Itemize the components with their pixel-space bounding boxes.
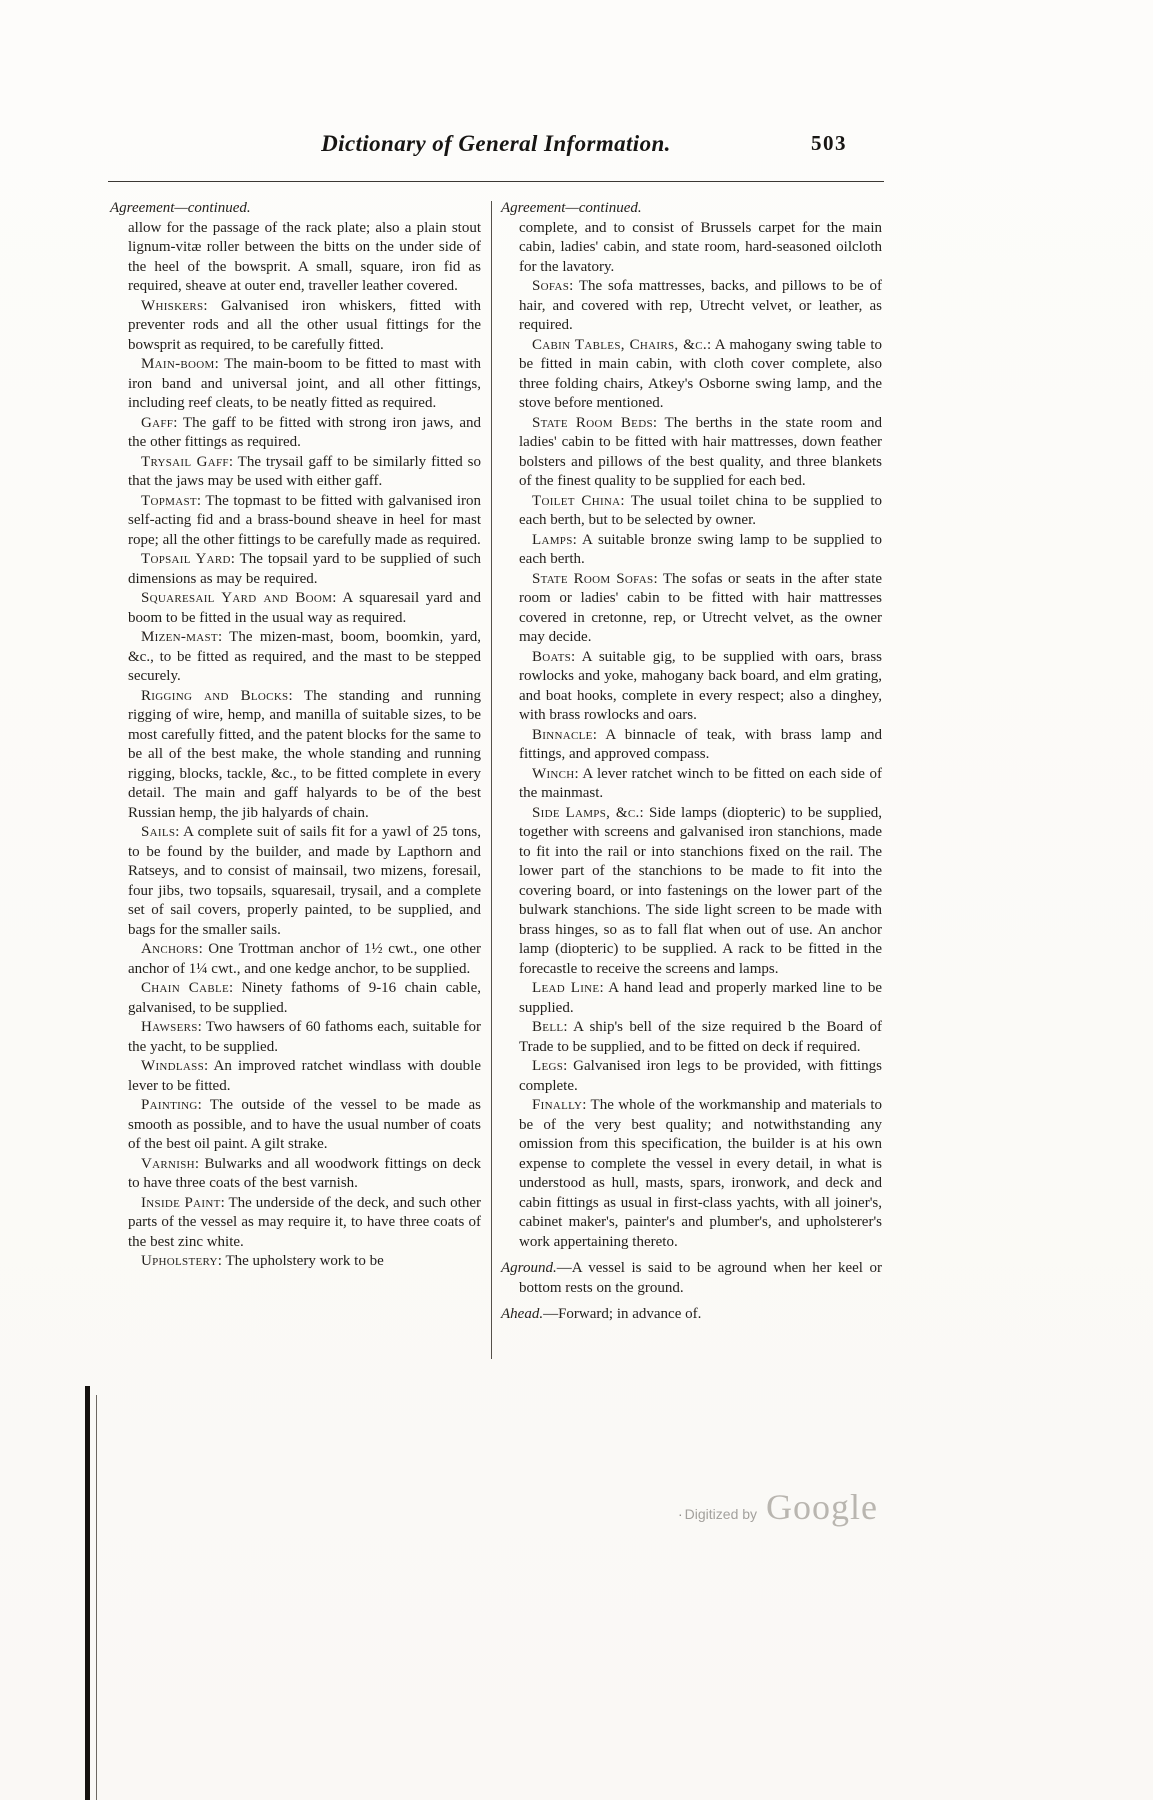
dictionary-entry bbox=[128, 1096, 481, 1155]
entry-term: Main-boom bbox=[141, 356, 215, 372]
entry-term: State Room Sofas bbox=[532, 570, 654, 587]
entry-text: : Side lamps (diopteric) to be supplied, together with screens and galvanised iron stanchions, made to fit into the rail or into stanchions fixed on the rail. The lower part of the stanchions to be made to fit into the covering board, or into fastenings on the lower part of the bulwark stanchions. The side light screen to be made with brass hinges, so as to fall flat when out of use. An anchor lamp (diopteric) to be supplied. A rack to be fitted in the forecastle to receive the screens and lamps. bbox=[519, 804, 883, 977]
dictionary-entry bbox=[519, 1018, 882, 1057]
entry-term: Cabin Tables, Chairs, &c. bbox=[532, 336, 707, 353]
dictionary-entry bbox=[519, 531, 882, 570]
continued-header: Agreement—continued. bbox=[110, 200, 251, 216]
entry-text: : A binnacle of teak, with brass lamp and fittings, and approved compass. bbox=[519, 726, 882, 762]
dictionary-entry bbox=[128, 628, 481, 687]
entry-term: Trysail Gaff bbox=[141, 453, 229, 470]
dictionary-entry bbox=[519, 648, 882, 726]
page-number: 503 bbox=[811, 131, 847, 155]
entry-text: —Forward; in advance of. bbox=[543, 1306, 702, 1322]
entry-text: : Two hawsers of 60 fathoms each, suitable for the yacht, to be supplied. bbox=[128, 1019, 481, 1055]
dictionary-entry bbox=[519, 979, 882, 1018]
entry-text: : The upholstery work to be bbox=[217, 1253, 384, 1269]
entry-text: : The usual toilet china to be supplied to each berth, but to be selected by owner. bbox=[519, 492, 883, 528]
entry-term: Painting bbox=[141, 1097, 198, 1113]
left-entry-list bbox=[128, 297, 481, 1272]
entry-text: : The trysail gaff to be similarly fitted so that the jaws may be used with either gaff. bbox=[128, 453, 481, 489]
entry-term: Sofas bbox=[532, 278, 570, 294]
entry-term: Side Lamps, &c. bbox=[532, 804, 640, 821]
entry-term: Varnish bbox=[141, 1155, 195, 1172]
right-entry-list bbox=[519, 277, 882, 1252]
dictionary-entry bbox=[128, 1155, 481, 1194]
entry-term: Inside Paint bbox=[141, 1194, 221, 1211]
entry-term: Winch bbox=[532, 765, 575, 782]
dictionary-entry bbox=[519, 414, 882, 492]
dictionary-entry bbox=[519, 492, 882, 531]
entry-term: Rigging and Blocks bbox=[141, 687, 289, 704]
running-head bbox=[110, 131, 882, 157]
dictionary-entry bbox=[128, 1018, 481, 1057]
dictionary-entry bbox=[519, 277, 882, 336]
entry-text: : The berths in the state room and ladies' cabin to be fitted with hair mattresses, down feather bolsters and pillows of the best quality, and three blankets of the finest quality to be supplied for each bed. bbox=[519, 414, 882, 489]
entry-text: : Galvanised iron legs to be provided, with fittings complete. bbox=[519, 1058, 882, 1094]
dictionary-entry bbox=[128, 1252, 481, 1272]
page-title: Dictionary of General Information. bbox=[321, 131, 671, 156]
entry-text: : The gaff to be fitted with strong iron jaws, and the other fittings as required. bbox=[128, 414, 481, 450]
entry-term: Squaresail Yard and Boom bbox=[141, 590, 333, 606]
dictionary-entry bbox=[519, 1096, 882, 1252]
entry-term: Anchors bbox=[141, 941, 199, 957]
entry-term: Chain Cable bbox=[141, 980, 229, 996]
entry-term: Whiskers bbox=[141, 297, 204, 314]
dictionary-entry bbox=[519, 1057, 882, 1096]
entry-text: : The sofas or seats in the after state room or ladies' cabin to be fitted with hair mattresses covered in cretonne, rep, or Utrecht velvet, as the owner may decide. bbox=[519, 570, 883, 645]
entry-text: : The outside of the vessel to be made as smooth as possible, and to have the usual number of coats of the best oil paint. A gilt strake. bbox=[128, 1097, 481, 1152]
dictionary-entry bbox=[519, 570, 882, 648]
entry-text: : A lever ratchet winch to be fitted on each side of the mainmast. bbox=[519, 765, 882, 801]
entry-text: : The mizen-mast, boom, boomkin, yard, &c., to be fitted as required, and the mast to be stepped securely. bbox=[128, 629, 481, 684]
dictionary-entry bbox=[128, 297, 481, 356]
entry-headword: Ahead. bbox=[501, 1306, 544, 1322]
entry-text: : One Trottman anchor of 1½ cwt., one other anchor of 1¼ cwt., and one kedge anchor, to be supplied. bbox=[128, 941, 481, 977]
entry-text: : A squaresail yard and boom to be fitted in the usual way as required. bbox=[128, 590, 481, 626]
dictionary-entry bbox=[128, 355, 481, 414]
right-column bbox=[501, 199, 882, 1325]
google-logo: Google bbox=[766, 1487, 879, 1527]
entry-text: : An improved ratchet windlass with double lever to be fitted. bbox=[128, 1058, 481, 1094]
dictionary-entry bbox=[519, 726, 882, 765]
entry-term: Mizen-mast bbox=[141, 629, 218, 645]
dictionary-entry bbox=[519, 765, 882, 804]
entry-term: Bell bbox=[532, 1019, 564, 1035]
continuation-paragraph: allow for the passage of the rack plate; also a plain stout lignum-vitæ roller between the bitts on the under side of the heel of the bowsprit. A small, square, iron fid as required, sheave at outer end, traveller leather covered. bbox=[128, 219, 481, 294]
continuation-paragraph: complete, and to consist of Brussels carpet for the main cabin, ladies' cabin, and state room, hard-seasoned oilcloth for the lavatory. bbox=[519, 219, 882, 275]
entry-text: : A suitable gig, to be supplied with oars, brass rowlocks and yoke, mahogany back board, and elm grating, and boat hooks, complete in every respect; also a dinghey, with brass rowlocks and oars. bbox=[519, 648, 882, 723]
entry-term: Binnacle bbox=[532, 726, 593, 743]
entry-term: Sails bbox=[141, 824, 176, 840]
entry-term: Topsail Yard bbox=[141, 551, 231, 567]
entry-text: : Ninety fathoms of 9-16 chain cable, galvanised, to be supplied. bbox=[128, 980, 481, 1016]
entry-text: : A hand lead and properly marked line to be supplied. bbox=[519, 980, 882, 1016]
left-column bbox=[110, 199, 481, 1272]
dictionary-entry bbox=[128, 823, 481, 940]
entry-text: : A suitable bronze swing lamp to be supplied to each berth. bbox=[519, 531, 882, 567]
dictionary-entry bbox=[128, 979, 481, 1018]
entry-text: —A vessel is said to be aground when her keel or bottom rests on the ground. bbox=[519, 1260, 882, 1296]
entry-term: Finally bbox=[532, 1097, 583, 1113]
digitized-by-label: · Digitized by bbox=[678, 1506, 757, 1522]
dictionary-entry bbox=[519, 804, 882, 980]
dictionary-headword-entry bbox=[501, 1259, 882, 1298]
entry-term: State Room Beds bbox=[532, 414, 653, 431]
book-spine-shadow bbox=[96, 1395, 97, 1800]
entry-text: : A ship's bell of the size required b the Board of Trade to be supplied, and to be fitted on deck if required. bbox=[519, 1019, 882, 1055]
dictionary-entry bbox=[519, 336, 882, 414]
two-column-text bbox=[110, 199, 882, 1359]
dictionary-entry bbox=[128, 1194, 481, 1253]
column-divider-rule bbox=[491, 201, 492, 1359]
entry-term: Legs bbox=[532, 1058, 564, 1074]
entry-text: : The whole of the workmanship and materials to be of the very best quality; and notwithstanding any omission from this specification, the builder is at his own expense to complete the vessel in every detail, in what is understood as hull, masts, spars, ironwork, and deck and cabin fittings as usual in first-class yachts, with all joiner's, cabinet maker's, painter's and plumber's, and upholsterer's work appertaining thereto. bbox=[519, 1097, 882, 1250]
entry-text: : The underside of the deck, and such other parts of the vessel as may require it, to have three coats of the best zinc white. bbox=[128, 1194, 481, 1250]
dictionary-entry bbox=[128, 492, 481, 551]
dictionary-entry bbox=[128, 414, 481, 453]
entry-text: : The topsail yard to be supplied of such dimensions as may be required. bbox=[128, 551, 481, 587]
dictionary-entry bbox=[128, 550, 481, 589]
book-spine-edge bbox=[85, 1386, 90, 1800]
header-rule bbox=[108, 181, 884, 182]
dictionary-headword-entry bbox=[501, 1305, 882, 1325]
dictionary-entry bbox=[128, 1057, 481, 1096]
entry-term: Lamps bbox=[532, 531, 573, 548]
entry-text: : The topmast to be fitted with galvanised iron self-acting fid and a brass-bound sheave in heel for mast rope; all the other fittings to be carefully made as required. bbox=[128, 492, 481, 548]
entry-text: : Galvanised iron whiskers, fitted with preventer rods and all the other usual fittings for the bowsprit as required, to be carefully fitted. bbox=[128, 297, 481, 353]
digitization-watermark bbox=[678, 1486, 878, 1528]
continued-header: Agreement—continued. bbox=[501, 200, 642, 216]
entry-term: Boats bbox=[532, 648, 572, 665]
entry-term: Hawsers bbox=[141, 1019, 198, 1035]
entry-term: Topmast bbox=[141, 492, 197, 509]
entry-text: : A complete suit of sails fit for a yawl of 25 tons, to be found by the builder, and made by Lapthorn and Ratseys, and to consist of mainsail, two mizens, foresail, four jibs, two topsails, squaresail, trysail, and a complete set of sail covers, properly painted, to be supplied, and bags for the smaller sails. bbox=[128, 824, 481, 938]
dictionary-entry bbox=[128, 687, 481, 824]
entry-text: : The standing and running rigging of wire, hemp, and manilla of suitable sizes, to be most carefully fitted, and the patent blocks for the same to be all of the best make, the whole standing and running rigging, blocks, tackle, &c., to be fitted complete in every detail. The main and gaff halyards to be of the best Russian hemp, the jib halyards of chain. bbox=[128, 687, 481, 821]
entry-term: Windlass bbox=[141, 1058, 205, 1074]
entry-text: : Bulwarks and all woodwork fittings on deck to have three coats of the best varnish. bbox=[128, 1155, 481, 1191]
entry-text: : The sofa mattresses, backs, and pillows to be of hair, and covered with rep, Utrecht velvet, or leather, as required. bbox=[519, 278, 882, 333]
entry-term: Lead Line bbox=[532, 980, 600, 996]
entry-term: Toilet China bbox=[532, 492, 621, 509]
entry-headword: Aground. bbox=[501, 1260, 557, 1276]
entry-term: Upholstery bbox=[141, 1253, 218, 1269]
entry-text: : A mahogany swing table to be fitted in main cabin, with cloth cover complete, also three folding chairs, Atkey's Osborne swing lamp, and the stove before mentioned. bbox=[519, 336, 882, 411]
dictionary-entry bbox=[128, 589, 481, 628]
entry-term: Gaff bbox=[141, 414, 174, 431]
dictionary-entry bbox=[128, 453, 481, 492]
main-entry-list bbox=[501, 1259, 882, 1325]
dictionary-entry bbox=[128, 940, 481, 979]
entry-text: : The main-boom to be fitted to mast with iron band and universal joint, and all other fittings, including reef cleats, to be neatly fitted as required. bbox=[128, 356, 481, 411]
